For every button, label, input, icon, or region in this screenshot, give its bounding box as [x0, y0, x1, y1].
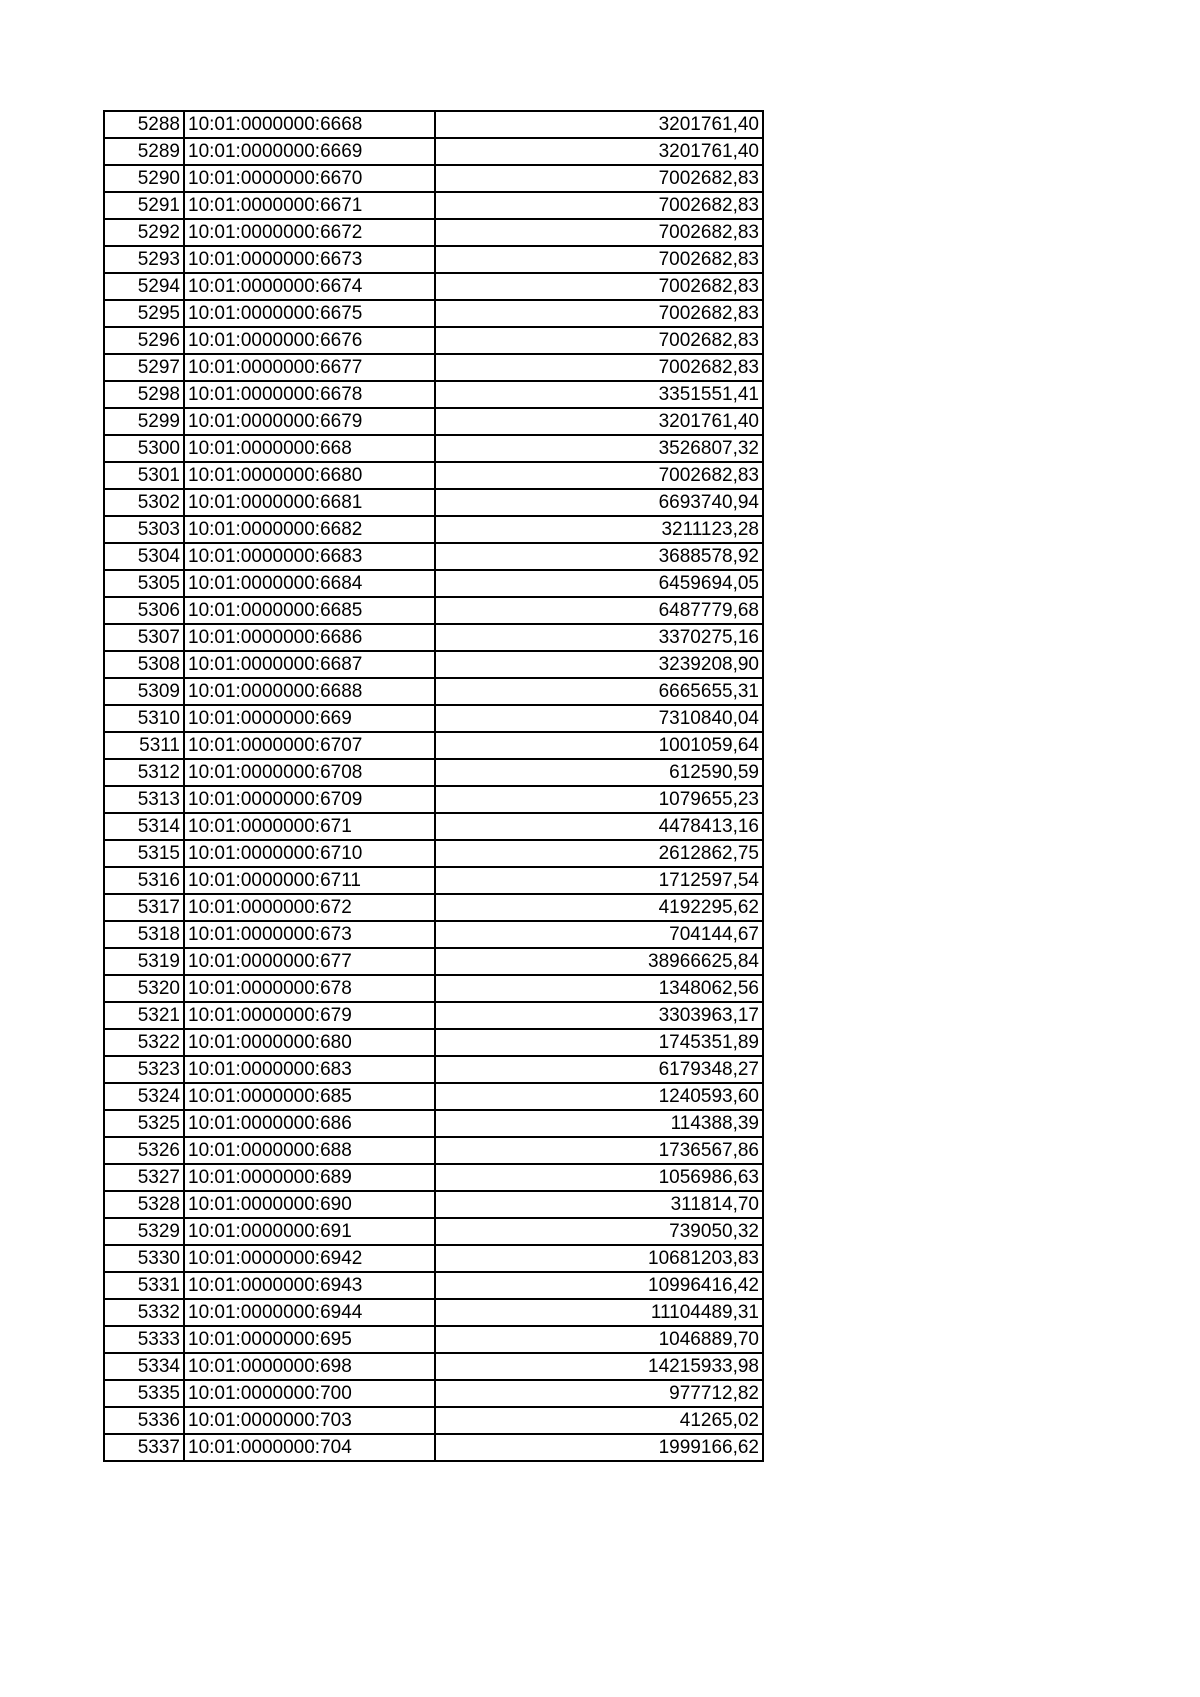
table-row — [104, 1434, 763, 1461]
cadastral-number-cell: 10:01:0000000:6943 — [184, 1272, 435, 1299]
row-number-cell: 5327 — [104, 1164, 184, 1191]
table-row — [104, 543, 763, 570]
row-number-cell: 5296 — [104, 327, 184, 354]
value-cell: 7002682,83 — [435, 327, 763, 354]
table-row — [104, 1380, 763, 1407]
row-number-cell: 5307 — [104, 624, 184, 651]
cadastral-number-cell: 10:01:0000000:6683 — [184, 543, 435, 570]
table-row — [104, 1245, 763, 1272]
value-cell: 1056986,63 — [435, 1164, 763, 1191]
cadastral-number-cell: 10:01:0000000:678 — [184, 975, 435, 1002]
table-row — [104, 921, 763, 948]
row-number-cell: 5298 — [104, 381, 184, 408]
value-cell: 3239208,90 — [435, 651, 763, 678]
cadastral-number-cell: 10:01:0000000:6674 — [184, 273, 435, 300]
value-cell: 1745351,89 — [435, 1029, 763, 1056]
cadastral-number-cell: 10:01:0000000:6676 — [184, 327, 435, 354]
value-cell: 7002682,83 — [435, 165, 763, 192]
row-number-cell: 5318 — [104, 921, 184, 948]
table-row — [104, 462, 763, 489]
table-row — [104, 111, 763, 138]
table-body — [104, 111, 763, 1461]
cadastral-number-cell: 10:01:0000000:688 — [184, 1137, 435, 1164]
data-table — [103, 110, 764, 1462]
cadastral-number-cell: 10:01:0000000:6684 — [184, 570, 435, 597]
row-number-cell: 5300 — [104, 435, 184, 462]
value-cell: 14215933,98 — [435, 1353, 763, 1380]
row-number-cell: 5304 — [104, 543, 184, 570]
value-cell: 6179348,27 — [435, 1056, 763, 1083]
cadastral-number-cell: 10:01:0000000:6677 — [184, 354, 435, 381]
row-number-cell: 5329 — [104, 1218, 184, 1245]
table-row — [104, 975, 763, 1002]
value-cell: 7002682,83 — [435, 273, 763, 300]
cadastral-number-cell: 10:01:0000000:691 — [184, 1218, 435, 1245]
cadastral-number-cell: 10:01:0000000:671 — [184, 813, 435, 840]
table-row — [104, 516, 763, 543]
cadastral-number-cell: 10:01:0000000:6675 — [184, 300, 435, 327]
table-row — [104, 624, 763, 651]
value-cell: 3201761,40 — [435, 408, 763, 435]
row-number-cell: 5328 — [104, 1191, 184, 1218]
row-number-cell: 5324 — [104, 1083, 184, 1110]
value-cell: 3688578,92 — [435, 543, 763, 570]
row-number-cell: 5331 — [104, 1272, 184, 1299]
value-cell: 4192295,62 — [435, 894, 763, 921]
table-row — [104, 219, 763, 246]
row-number-cell: 5288 — [104, 111, 184, 138]
cadastral-number-cell: 10:01:0000000:704 — [184, 1434, 435, 1461]
table-row — [104, 1353, 763, 1380]
value-cell: 41265,02 — [435, 1407, 763, 1434]
cadastral-number-cell: 10:01:0000000:6709 — [184, 786, 435, 813]
table-row — [104, 678, 763, 705]
value-cell: 2612862,75 — [435, 840, 763, 867]
value-cell: 6665655,31 — [435, 678, 763, 705]
table-row — [104, 1164, 763, 1191]
cadastral-number-cell: 10:01:0000000:686 — [184, 1110, 435, 1137]
row-number-cell: 5332 — [104, 1299, 184, 1326]
cadastral-number-cell: 10:01:0000000:6668 — [184, 111, 435, 138]
row-number-cell: 5311 — [104, 732, 184, 759]
cadastral-number-cell: 10:01:0000000:6682 — [184, 516, 435, 543]
row-number-cell: 5322 — [104, 1029, 184, 1056]
value-cell: 3201761,40 — [435, 111, 763, 138]
cadastral-number-cell: 10:01:0000000:6687 — [184, 651, 435, 678]
row-number-cell: 5295 — [104, 300, 184, 327]
cadastral-number-cell: 10:01:0000000:6944 — [184, 1299, 435, 1326]
table-row — [104, 894, 763, 921]
cadastral-number-cell: 10:01:0000000:673 — [184, 921, 435, 948]
cadastral-number-cell: 10:01:0000000:677 — [184, 948, 435, 975]
value-cell: 7002682,83 — [435, 300, 763, 327]
row-number-cell: 5294 — [104, 273, 184, 300]
table-row — [104, 867, 763, 894]
table-row — [104, 786, 763, 813]
row-number-cell: 5336 — [104, 1407, 184, 1434]
table-row — [104, 273, 763, 300]
table-row — [104, 732, 763, 759]
table-row — [104, 759, 763, 786]
cadastral-number-cell: 10:01:0000000:6670 — [184, 165, 435, 192]
cadastral-number-cell: 10:01:0000000:669 — [184, 705, 435, 732]
row-number-cell: 5297 — [104, 354, 184, 381]
row-number-cell: 5303 — [104, 516, 184, 543]
value-cell: 1046889,70 — [435, 1326, 763, 1353]
value-cell: 7002682,83 — [435, 219, 763, 246]
table-row — [104, 381, 763, 408]
table-row — [104, 192, 763, 219]
value-cell: 10681203,83 — [435, 1245, 763, 1272]
cadastral-number-cell: 10:01:0000000:6942 — [184, 1245, 435, 1272]
table-row — [104, 489, 763, 516]
row-number-cell: 5323 — [104, 1056, 184, 1083]
row-number-cell: 5312 — [104, 759, 184, 786]
cadastral-number-cell: 10:01:0000000:6671 — [184, 192, 435, 219]
value-cell: 6459694,05 — [435, 570, 763, 597]
value-cell: 977712,82 — [435, 1380, 763, 1407]
value-cell: 7002682,83 — [435, 354, 763, 381]
value-cell: 7002682,83 — [435, 462, 763, 489]
cadastral-number-cell: 10:01:0000000:6679 — [184, 408, 435, 435]
cadastral-number-cell: 10:01:0000000:689 — [184, 1164, 435, 1191]
table-row — [104, 1029, 763, 1056]
row-number-cell: 5291 — [104, 192, 184, 219]
row-number-cell: 5337 — [104, 1434, 184, 1461]
row-number-cell: 5317 — [104, 894, 184, 921]
row-number-cell: 5306 — [104, 597, 184, 624]
table-row — [104, 651, 763, 678]
value-cell: 6693740,94 — [435, 489, 763, 516]
cadastral-number-cell: 10:01:0000000:6686 — [184, 624, 435, 651]
table-row — [104, 1110, 763, 1137]
table-row — [104, 597, 763, 624]
value-cell: 3211123,28 — [435, 516, 763, 543]
cadastral-number-cell: 10:01:0000000:679 — [184, 1002, 435, 1029]
table-row — [104, 1056, 763, 1083]
cadastral-number-cell: 10:01:0000000:703 — [184, 1407, 435, 1434]
cadastral-number-cell: 10:01:0000000:695 — [184, 1326, 435, 1353]
row-number-cell: 5289 — [104, 138, 184, 165]
row-number-cell: 5316 — [104, 867, 184, 894]
table-row — [104, 138, 763, 165]
value-cell: 11104489,31 — [435, 1299, 763, 1326]
value-cell: 3201761,40 — [435, 138, 763, 165]
table-row — [104, 1083, 763, 1110]
table-row — [104, 1191, 763, 1218]
cadastral-number-cell: 10:01:0000000:6708 — [184, 759, 435, 786]
row-number-cell: 5326 — [104, 1137, 184, 1164]
value-cell: 1001059,64 — [435, 732, 763, 759]
table-row — [104, 813, 763, 840]
row-number-cell: 5334 — [104, 1353, 184, 1380]
cadastral-number-cell: 10:01:0000000:6669 — [184, 138, 435, 165]
row-number-cell: 5330 — [104, 1245, 184, 1272]
cadastral-number-cell: 10:01:0000000:680 — [184, 1029, 435, 1056]
value-cell: 739050,32 — [435, 1218, 763, 1245]
cadastral-number-cell: 10:01:0000000:683 — [184, 1056, 435, 1083]
cadastral-number-cell: 10:01:0000000:668 — [184, 435, 435, 462]
cadastral-number-cell: 10:01:0000000:6673 — [184, 246, 435, 273]
cadastral-number-cell: 10:01:0000000:698 — [184, 1353, 435, 1380]
value-cell: 311814,70 — [435, 1191, 763, 1218]
table-row — [104, 246, 763, 273]
table-row — [104, 1299, 763, 1326]
value-cell: 3303963,17 — [435, 1002, 763, 1029]
table-row — [104, 408, 763, 435]
value-cell: 1712597,54 — [435, 867, 763, 894]
table-row — [104, 1137, 763, 1164]
value-cell: 1348062,56 — [435, 975, 763, 1002]
value-cell: 1079655,23 — [435, 786, 763, 813]
value-cell: 612590,59 — [435, 759, 763, 786]
row-number-cell: 5321 — [104, 1002, 184, 1029]
value-cell: 1240593,60 — [435, 1083, 763, 1110]
value-cell: 3526807,32 — [435, 435, 763, 462]
value-cell: 10996416,42 — [435, 1272, 763, 1299]
value-cell: 704144,67 — [435, 921, 763, 948]
row-number-cell: 5308 — [104, 651, 184, 678]
table-row — [104, 570, 763, 597]
table-row — [104, 1326, 763, 1353]
cadastral-number-cell: 10:01:0000000:6707 — [184, 732, 435, 759]
value-cell: 3351551,41 — [435, 381, 763, 408]
row-number-cell: 5301 — [104, 462, 184, 489]
table-row — [104, 435, 763, 462]
cadastral-number-cell: 10:01:0000000:685 — [184, 1083, 435, 1110]
row-number-cell: 5290 — [104, 165, 184, 192]
value-cell: 114388,39 — [435, 1110, 763, 1137]
value-cell: 7002682,83 — [435, 246, 763, 273]
table-row — [104, 165, 763, 192]
table-row — [104, 354, 763, 381]
table-row — [104, 705, 763, 732]
cadastral-number-cell: 10:01:0000000:6681 — [184, 489, 435, 516]
value-cell: 1999166,62 — [435, 1434, 763, 1461]
table-row — [104, 1218, 763, 1245]
value-cell: 38966625,84 — [435, 948, 763, 975]
cadastral-number-cell: 10:01:0000000:6685 — [184, 597, 435, 624]
value-cell: 7002682,83 — [435, 192, 763, 219]
cadastral-number-cell: 10:01:0000000:6680 — [184, 462, 435, 489]
table-row — [104, 1002, 763, 1029]
row-number-cell: 5310 — [104, 705, 184, 732]
row-number-cell: 5292 — [104, 219, 184, 246]
value-cell: 7310840,04 — [435, 705, 763, 732]
row-number-cell: 5320 — [104, 975, 184, 1002]
row-number-cell: 5309 — [104, 678, 184, 705]
cadastral-number-cell: 10:01:0000000:6711 — [184, 867, 435, 894]
cadastral-number-cell: 10:01:0000000:700 — [184, 1380, 435, 1407]
table-row — [104, 1272, 763, 1299]
cadastral-number-cell: 10:01:0000000:690 — [184, 1191, 435, 1218]
table-row — [104, 840, 763, 867]
row-number-cell: 5313 — [104, 786, 184, 813]
row-number-cell: 5302 — [104, 489, 184, 516]
table-row — [104, 300, 763, 327]
row-number-cell: 5314 — [104, 813, 184, 840]
value-cell: 6487779,68 — [435, 597, 763, 624]
row-number-cell: 5333 — [104, 1326, 184, 1353]
value-cell: 1736567,86 — [435, 1137, 763, 1164]
value-cell: 4478413,16 — [435, 813, 763, 840]
row-number-cell: 5293 — [104, 246, 184, 273]
table-row — [104, 948, 763, 975]
cadastral-number-cell: 10:01:0000000:672 — [184, 894, 435, 921]
value-cell: 3370275,16 — [435, 624, 763, 651]
cadastral-number-cell: 10:01:0000000:6710 — [184, 840, 435, 867]
row-number-cell: 5299 — [104, 408, 184, 435]
table-row — [104, 327, 763, 354]
row-number-cell: 5319 — [104, 948, 184, 975]
cadastral-number-cell: 10:01:0000000:6672 — [184, 219, 435, 246]
row-number-cell: 5305 — [104, 570, 184, 597]
table-row — [104, 1407, 763, 1434]
cadastral-number-cell: 10:01:0000000:6678 — [184, 381, 435, 408]
row-number-cell: 5325 — [104, 1110, 184, 1137]
row-number-cell: 5315 — [104, 840, 184, 867]
row-number-cell: 5335 — [104, 1380, 184, 1407]
cadastral-number-cell: 10:01:0000000:6688 — [184, 678, 435, 705]
